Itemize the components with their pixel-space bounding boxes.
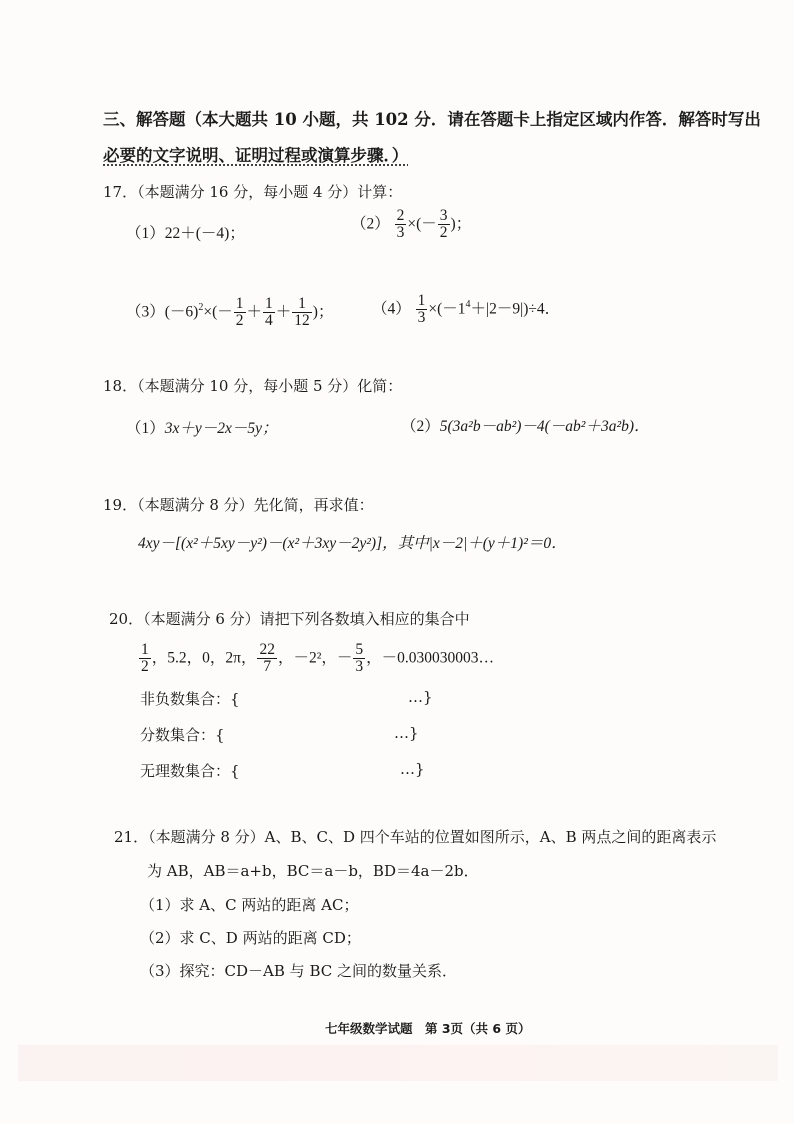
section-title: 三、解答题（本大题共 10 小题，共 102 分．请在答题卡上指定区域内作答．解答时写出 (103, 110, 761, 129)
q21-line2: 为 AB，AB＝a+b，BC＝a－b，BD＝4a－2b． (147, 862, 479, 880)
q17-part1 (126, 221, 245, 243)
q17-p2-label: （2） (351, 215, 390, 233)
q17-p1-expr: 22＋(－4)； (164, 225, 245, 242)
q17-p2-mid: ×(－ (407, 215, 437, 233)
q18-part2 (401, 414, 650, 436)
q17-p3-start: (－6) (164, 303, 199, 321)
q18-p2-label: （2） (401, 418, 440, 435)
denominator: 12 (294, 312, 310, 330)
q21-part3: （3）探究：CD－AB 与 BC 之间的数量关系． (140, 962, 457, 980)
q21-part1: （1）求 A、C 两站的距离 AC； (140, 896, 359, 914)
q18-part1 (126, 416, 278, 438)
q20-list-c: ，－0.030030003… (366, 649, 494, 667)
scan-smudge (18, 1045, 778, 1081)
q17-part4 (372, 293, 560, 327)
q19-header: 19．（本题满分 8 分）先化简，再求值： (103, 496, 374, 514)
q20-number-list (138, 642, 494, 676)
q21-header: 21．（本题满分 8 分）A、B、C、D 四个车站的位置如图所示，A、B 两点之间的距离表示 (114, 828, 717, 846)
numerator: 1 (292, 296, 312, 313)
q17-p4-b: ＋|2－9|)÷4． (470, 300, 561, 318)
q17-p1-label: （1） (126, 225, 165, 242)
q20-set-nonnegative-label: 非负数集合：{ (140, 690, 240, 708)
fraction (257, 642, 277, 676)
numerator: 1 (235, 295, 244, 312)
numerator: 2 (396, 207, 405, 224)
exponent: 2 (198, 302, 204, 314)
numerator: 5 (355, 641, 364, 658)
fraction (395, 208, 407, 242)
q20-set-irrational-end: …} (400, 760, 425, 778)
q18-header: 18．（本题满分 10 分，每小题 5 分）化简： (103, 377, 403, 395)
q18-p2-expr: 5(3a²b－ab²)－4(－ab²＋3a²b)． (439, 418, 650, 435)
q17-part2 (351, 208, 471, 242)
denominator: 3 (355, 658, 364, 676)
denominator: 7 (263, 658, 272, 676)
denominator: 3 (396, 224, 405, 242)
denominator: 2 (439, 224, 448, 242)
q17-p4-a: ×(－1 (428, 300, 466, 318)
page-footer: 七年级数学试题 第 3页（共 6 页） (325, 1021, 531, 1036)
q17-p2-end: )； (450, 215, 472, 233)
plus-sign: ＋ (275, 303, 292, 321)
q20-set-fraction-label: 分数集合：{ (140, 726, 225, 744)
q17-p3-label: （3） (126, 303, 165, 321)
q17-p3-mid: ×(－ (203, 303, 233, 321)
fraction (263, 296, 275, 330)
section-title-continued: 必要的文字说明、证明过程或演算步骤．） (103, 146, 409, 165)
fraction (139, 642, 151, 676)
q17-part3 (126, 296, 333, 330)
denominator: 2 (235, 312, 244, 330)
denominator: 3 (417, 309, 426, 327)
numerator: 1 (265, 295, 273, 312)
fraction (416, 293, 428, 327)
fraction (292, 296, 312, 330)
numerator: 3 (439, 207, 448, 224)
fraction (234, 296, 246, 330)
q17-p3-end: )； (312, 303, 334, 321)
exponent: 4 (465, 299, 471, 311)
q20-set-fraction-end: …} (394, 724, 419, 742)
plus-sign: ＋ (246, 303, 263, 321)
denominator: 4 (265, 312, 273, 330)
numerator: 1 (417, 292, 426, 309)
q19-expression (138, 531, 567, 553)
q21-part2: （2）求 C、D 两站的距离 CD； (140, 929, 361, 947)
q20-set-nonnegative-end: …} (408, 688, 433, 706)
q20-set-irrational-label: 无理数集合：{ (140, 762, 240, 780)
numerator: 1 (141, 641, 149, 658)
q18-p1-label: （1） (126, 420, 165, 437)
q17-p4-label: （4） (372, 300, 411, 318)
denominator: 2 (141, 658, 149, 676)
fraction (438, 208, 450, 242)
q20-list-a: ，5.2，0，2π， (151, 649, 257, 667)
q20-header: 20．（本题满分 6 分）请把下列各数填入相应的集合中 (109, 610, 470, 628)
q20-list-b: ，－2²，－ (277, 649, 353, 667)
q19-expr-text: 4xy－[(x²＋5xy－y²)－(x²＋3xy－2y²)]，其中|x－2|＋(y＋1)²＝0． (138, 535, 567, 552)
q17-header: 17．（本题满分 16 分，每小题 4 分）计算： (103, 183, 403, 201)
numerator: 22 (259, 641, 275, 658)
q18-p1-expr: 3x＋y－2x－5y； (164, 420, 278, 437)
fraction (353, 642, 365, 676)
